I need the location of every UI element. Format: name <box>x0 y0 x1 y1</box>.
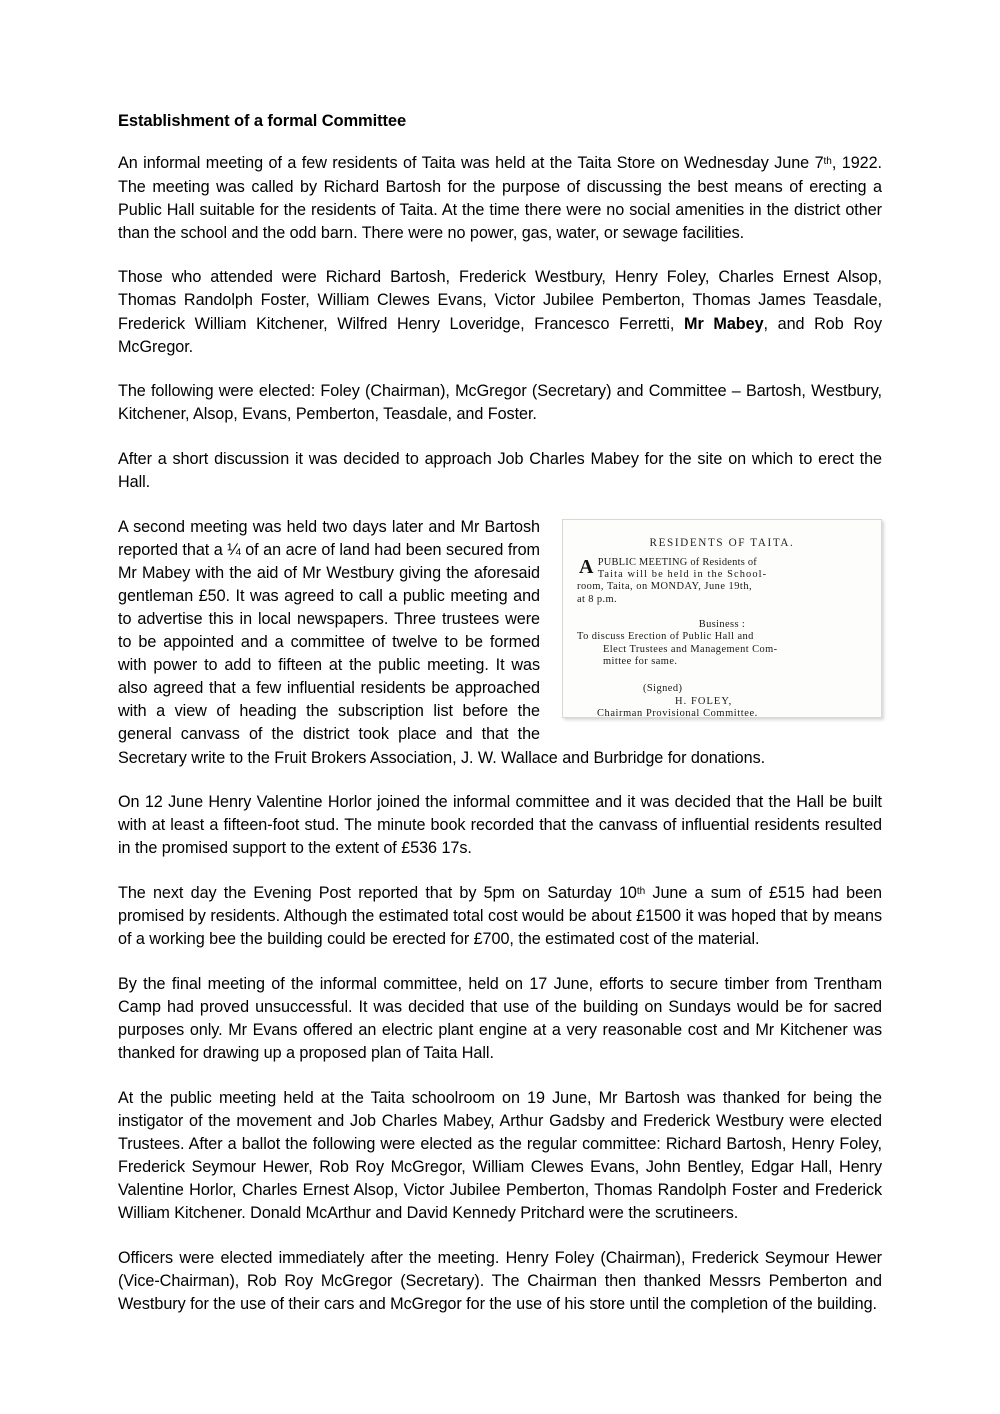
paragraph-text-part: June a sum of £515 had been promised by residents. Although the estimated total cost would be about £1500 it was hoped that by means of a working bee the building could be erected for £700, the estimated cost of the material. <box>118 883 882 949</box>
paragraph-horlor-joins: On 12 June Henry Valentine Horlor joined the informal committee and it was decided that the Hall be built with at least a fifteen-foot stud. The minute book recorded that the canvass of influential residents resulted in the promised support to the extent of £536 17s. <box>118 793 882 858</box>
ordinal-superscript: th <box>823 156 832 168</box>
paragraph-evening-post <box>118 882 882 951</box>
paragraph-second-meeting: A second meeting was held two days later and Mr Bartosh reported that a ¼ of an acre of land had been secured from Mr Mabey with the aid of Mr Westbury giving the aforesaid gentleman £50. It was agreed to call a public meeting and to advertise this in local newspapers. Three trustees were to be appointed and a committee of twelve to be formed with power to add to fifteen at the public meeting. It was also agreed that a few influential residents be approached with a view of heading the subscription list before the general canvass of the district took place and that the Secretary write to the Fruit Brokers Association, J. W. Wallace and Burbridge for donations. <box>118 517 766 767</box>
clipping-signed-name: H. FOLEY, <box>675 695 733 707</box>
clipping-signed-role: Chairman Provisional Committee. <box>597 708 758 718</box>
clipping-lead-line-2: Taita will be held in the School- <box>597 569 768 580</box>
newspaper-clipping-frame <box>562 519 882 718</box>
paragraph-text-part: An informal meeting of a few residents of Taita was held at the Taita Store on Wednesday June 7 <box>118 154 824 173</box>
clipping-business-line-3: mittee for same. <box>603 656 678 668</box>
paragraph-text-part: Those who attended were Richard Bartosh, Frederick Westbury, Henry Foley, Charles Ernest Alsop, Thomas Randolph Foster, William Clewes Evans, Victor Jubilee Pemberton, Thomas James Teasdale, Frederick William Kitchener, Wilfred Henry Loveridge, Francesco Ferretti, <box>118 268 882 333</box>
paragraph-opening-meeting <box>118 152 882 244</box>
paragraph-public-meeting: At the public meeting held at the Taita schoolroom on 19 June, Mr Bartosh was thanked for being the instigator of the movement and Job Charles Mabey, Arthur Gadsby and Frederick Westbury were elected Trustees. After a ballot the following were elected as the regular committee: Richard Bartosh, Henry Foley, Frederick Seymour Hewer, Rob Roy McGregor, William Clewes Evans, John Bentley, Edgar Hall, Henry Valentine Horlor, Charles Ernest Alsop, Victor Jubilee Pemberton, Thomas Randolph Foster and Frederick William Kitchener. Donald McArthur and David Kennedy Pritchard were the scrutineers. <box>118 1088 882 1223</box>
paragraph-text-part: , 1922. The meeting was called by Richard Bartosh for the purpose of discussing the best means of erecting a Public Hall suitable for the residents of Taita. At the time there were no social amenities in the district other than the school and the odd barn. There were no power, gas, water, or sewage facilities. <box>118 154 882 242</box>
newspaper-clipping-content <box>577 537 867 718</box>
ordinal-superscript: th <box>636 885 646 897</box>
paragraph-text-part: , and Rob Roy McGregor. <box>118 314 882 356</box>
clipping-business-line-1: To discuss Erection of Public Hall and <box>577 631 754 643</box>
clipping-lead-line-1: PUBLIC MEETING of Residents of <box>597 556 758 568</box>
paragraph-officers-elected: Officers were elected immediately after the meeting. Henry Foley (Chairman), Frederick Seymour Hewer (Vice-Chairman), Rob Roy McGregor (Secretary). The Chairman then thanked Messrs Pemberton and Westbury for the use of their cars and McGregor for the use of his store until the completion of the building. <box>118 1248 882 1313</box>
clipping-business-body <box>577 631 867 669</box>
paragraph-attendees <box>118 266 882 358</box>
paragraph-text-part: The next day the Evening Post reported that by 5pm on Saturday 10 <box>118 883 637 902</box>
clipping-headline: RESIDENTS OF TAITA. <box>649 536 795 549</box>
paragraph-elected-officers: The following were elected: Foley (Chairman), McGregor (Secretary) and Committee – Bartosh, Westbury, Kitchener, Alsop, Evans, Pemberton, Teasdale, and Foster. <box>118 382 882 424</box>
clipping-signature-block <box>577 683 867 718</box>
clipping-business-line-2: Elect Trustees and Management Com- <box>603 643 778 655</box>
clipping-lead-paragraph <box>577 557 867 607</box>
attendee-emphasis: Mr Mabey <box>684 314 764 333</box>
clipping-lead-line-4: at 8 p.m. <box>577 593 617 605</box>
clipping-drop-cap: A <box>579 555 594 578</box>
clipping-lead-line-3: room, Taita, on MONDAY, June 19th, <box>577 581 753 593</box>
paragraph-final-informal-meeting: By the final meeting of the informal committee, held on 17 June, efforts to secure timber from Trentham Camp had proved unsuccessful. It was decided that use of the building on Sundays would be for sacred purposes only. Mr Evans offered an electric plant engine at a very reasonable cost and Mr Kitchener was thanked for drawing up a proposed plan of Taita Hall. <box>118 974 882 1062</box>
clipping-business-heading: Business : <box>698 619 746 631</box>
paragraph-site-decision: After a short discussion it was decided to approach Job Charles Mabey for the site on which to erect the Hall. <box>118 449 882 491</box>
clipping-signed-label: (Signed) <box>643 683 683 694</box>
newspaper-clipping-figure <box>562 519 882 718</box>
page-title: Establishment of a formal Committee <box>118 112 407 130</box>
